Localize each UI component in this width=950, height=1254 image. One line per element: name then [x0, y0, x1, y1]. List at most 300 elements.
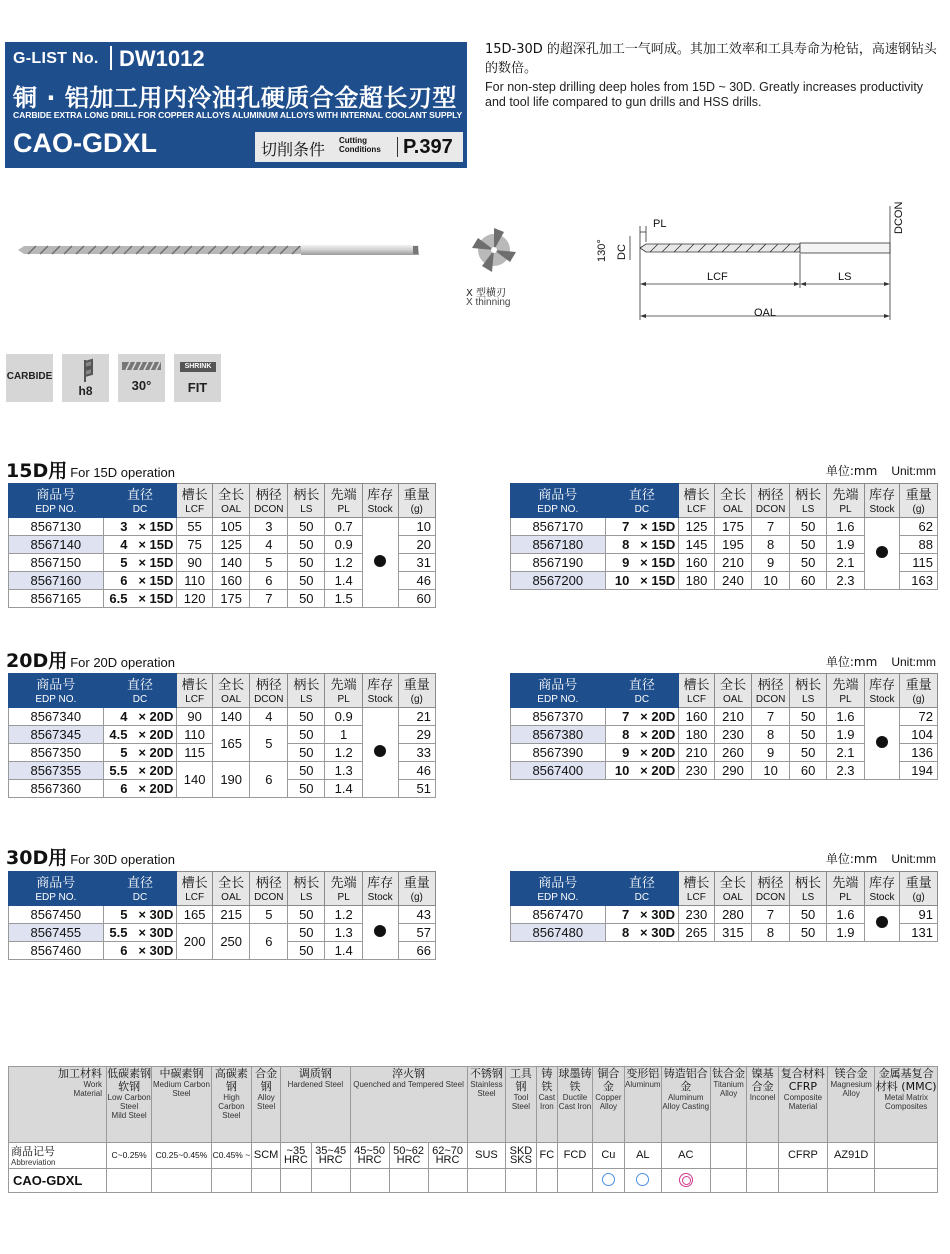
- ls-header: 柄长 LS: [790, 484, 827, 518]
- oal-cell: 240: [714, 572, 751, 590]
- ls-cell: 50: [288, 744, 325, 762]
- weight-cell: 91: [900, 906, 938, 924]
- material-header: 工具钢 Tool Steel: [506, 1067, 536, 1143]
- suitability-cell: [661, 1169, 710, 1193]
- work-material-table: [8, 1066, 938, 1193]
- edp-number: 8567340: [9, 708, 104, 726]
- pl-cell: 1.4: [325, 572, 362, 590]
- lcf-cell: 230: [679, 906, 715, 924]
- suitability-cell: [252, 1169, 281, 1193]
- lcf-cell: 145: [679, 536, 715, 554]
- material-header: 金属基复合材料 (MMC) Metal Matrix Composites: [875, 1067, 938, 1143]
- ls-cell: 50: [288, 572, 325, 590]
- ls-cell: 50: [790, 726, 827, 744]
- suitable-circle-icon: [636, 1173, 649, 1186]
- material-header: 钛合金 Titanium Alloy: [710, 1067, 746, 1143]
- lcf-cell: 90: [177, 554, 213, 572]
- material-abbreviation: C~0.25%: [107, 1143, 152, 1169]
- edp-number: 8567130: [9, 518, 104, 536]
- ls-cell: 50: [288, 518, 325, 536]
- weight-cell: 104: [900, 726, 938, 744]
- dcon-cell: 8: [752, 726, 790, 744]
- suitability-cell: [778, 1169, 827, 1193]
- suitability-cell: [827, 1169, 874, 1193]
- unit-label: 单位:mm Unit:mm: [825, 464, 936, 478]
- diameter-cell: 6.5 × 15D: [103, 590, 177, 608]
- lcf-cell: 75: [177, 536, 213, 554]
- dcon-cell: 5: [250, 554, 288, 572]
- pl-cell: 0.7: [325, 518, 362, 536]
- pl-cell: 1: [325, 726, 362, 744]
- edp-number: 8567355: [9, 762, 104, 780]
- lcf-cell: 160: [679, 554, 715, 572]
- oal-cell: 140: [212, 554, 250, 572]
- weight-cell: 46: [398, 762, 435, 780]
- dcon-cell: 6: [250, 572, 288, 590]
- weight-cell: 46: [398, 572, 435, 590]
- dcon-cell: 9: [752, 554, 790, 572]
- dc-header: 直径 DC: [605, 872, 678, 906]
- dc-header: 直径 DC: [103, 674, 177, 708]
- stock-header: 库存 Stock: [362, 872, 398, 906]
- ls-cell: 50: [790, 744, 827, 762]
- material-header: 高碳素钢 High Carbon Steel: [211, 1067, 251, 1143]
- diameter-cell: 5 × 15D: [103, 554, 177, 572]
- lcf-header: 槽长 LCF: [679, 674, 715, 708]
- dcon-cell: 8: [752, 536, 790, 554]
- ls-cell: 50: [288, 536, 325, 554]
- weight-header: 重量 (g): [398, 674, 435, 708]
- weight-cell: 51: [398, 780, 435, 798]
- material-header: 铜合金 Copper Alloy: [592, 1067, 624, 1143]
- lcf-cell: 125: [679, 518, 715, 536]
- diameter-cell: 5.5 × 20D: [103, 762, 177, 780]
- dcon-cell: 5: [250, 726, 288, 762]
- label-dcon: DCON: [893, 201, 905, 234]
- pl-cell: 2.1: [827, 744, 864, 762]
- diameter-cell: 10 × 20D: [605, 762, 679, 780]
- ls-cell: 60: [790, 572, 827, 590]
- pl-cell: 1.2: [325, 906, 362, 924]
- suitability-cell: [152, 1169, 211, 1193]
- pl-header: 先端 PL: [827, 674, 864, 708]
- section-title-20d: 20D用 For 20D operation: [6, 650, 175, 672]
- product-title-en: CARBIDE EXTRA LONG DRILL FOR COPPER ALLOYS ALUMINUM ALLOYS WITH INTERNAL COOLANT SUPPLY: [13, 110, 463, 120]
- material-abbreviation: SKD SKS: [506, 1143, 536, 1169]
- oal-cell: 175: [714, 518, 751, 536]
- ls-header: 柄长 LS: [288, 484, 325, 518]
- shrink-fit-icon: SHRINK FIT: [174, 354, 221, 402]
- material-abbreviation: SUS: [467, 1143, 506, 1169]
- weight-cell: 43: [398, 906, 435, 924]
- description-en: For non-step drilling deep holes from 15D ~ 30D. Greatly increases productivity and tool life compared to gun drills and HSS drills.: [485, 80, 924, 109]
- dcon-cell: 6: [250, 924, 288, 960]
- material-abbreviation: 62~70 HRC: [428, 1143, 467, 1169]
- weight-cell: 10: [398, 518, 435, 536]
- lcf-cell: 200: [177, 924, 213, 960]
- lcf-header: 槽长 LCF: [177, 484, 213, 518]
- suitability-cell: [625, 1169, 662, 1193]
- suitability-cell: [592, 1169, 624, 1193]
- lcf-header: 槽长 LCF: [177, 674, 213, 708]
- edp-number: 8567450: [9, 906, 104, 924]
- weight-cell: 131: [900, 924, 938, 942]
- product-model-cell: CAO-GDXL: [9, 1169, 107, 1193]
- diameter-cell: 7 × 30D: [605, 906, 678, 924]
- oal-cell: 230: [714, 726, 751, 744]
- ls-cell: 50: [288, 762, 325, 780]
- unit-label: 单位:mm Unit:mm: [825, 852, 936, 866]
- diameter-cell: 7 × 20D: [605, 708, 679, 726]
- stock-cell: [864, 518, 900, 590]
- material-header: 淬火钢 Quenched and Tempered Steel: [350, 1067, 467, 1143]
- oal-header: 全长 OAL: [714, 674, 751, 708]
- lcf-cell: 165: [177, 906, 213, 924]
- lcf-cell: 90: [177, 708, 213, 726]
- edp-number: 8567160: [9, 572, 104, 590]
- pl-cell: 1.6: [827, 708, 864, 726]
- oal-cell: 190: [212, 762, 250, 798]
- stock-header: 库存 Stock: [864, 872, 900, 906]
- glist-number: DW1012: [119, 46, 205, 71]
- lcf-header: 槽长 LCF: [177, 872, 213, 906]
- x-thinning-cn: X 型横刃: [466, 288, 507, 299]
- diameter-cell: 8 × 30D: [605, 924, 678, 942]
- ls-cell: 50: [288, 906, 325, 924]
- diameter-cell: 9 × 20D: [605, 744, 679, 762]
- material-header: 镁合金 Magnesium Alloy: [827, 1067, 874, 1143]
- edp-number: 8567380: [511, 726, 606, 744]
- weight-cell: 62: [900, 518, 938, 536]
- weight-header: 重量 (g): [900, 872, 938, 906]
- ls-cell: 50: [789, 906, 826, 924]
- dcon-cell: 3: [250, 518, 288, 536]
- diameter-cell: 5.5 × 30D: [103, 924, 177, 942]
- stock-cell: [362, 708, 398, 798]
- dc-header: 直径 DC: [605, 674, 679, 708]
- material-header: 调质钢 Hardened Steel: [281, 1067, 351, 1143]
- lcf-header: 槽长 LCF: [679, 484, 715, 518]
- stock-header: 库存 Stock: [362, 484, 398, 518]
- ls-header: 柄长 LS: [288, 674, 325, 708]
- suitable-circle-icon: [602, 1173, 615, 1186]
- dcon-header: 柄径 DCON: [752, 484, 790, 518]
- material-abbreviation: ~35 HRC: [281, 1143, 312, 1169]
- edp-number: 8567455: [9, 924, 104, 942]
- spec-table-30d-right: [510, 871, 938, 942]
- pl-cell: 1.3: [325, 762, 362, 780]
- stock-cell: [362, 518, 398, 608]
- dcon-cell: 4: [250, 708, 288, 726]
- material-abbreviation: C0.45% ~: [211, 1143, 251, 1169]
- label-ls: LS: [838, 271, 852, 283]
- oal-cell: 210: [714, 708, 751, 726]
- weight-cell: 57: [398, 924, 435, 942]
- pl-header: 先端 PL: [325, 484, 362, 518]
- suitability-cell: [506, 1169, 536, 1193]
- point-30-degree-icon: 30°: [118, 354, 165, 402]
- lcf-cell: 120: [177, 590, 213, 608]
- material-header: 中碳素钢 Medium Carbon Steel: [152, 1067, 211, 1143]
- edp-number: 8567165: [9, 590, 104, 608]
- pl-header: 先端 PL: [325, 872, 362, 906]
- dcon-cell: 10: [752, 762, 790, 780]
- material-header: 合金钢 Alloy Steel: [252, 1067, 281, 1143]
- dcon-cell: 7: [752, 906, 790, 924]
- carbide-icon: CARBIDE: [6, 354, 53, 402]
- dcon-cell: 10: [752, 572, 790, 590]
- edp-number: 8567350: [9, 744, 104, 762]
- dcon-header: 柄径 DCON: [752, 674, 790, 708]
- edp-number: 8567400: [511, 762, 606, 780]
- material-abbreviation: [710, 1143, 746, 1169]
- section-title-15d: 15D用 For 15D operation: [6, 460, 175, 482]
- diameter-cell: 6 × 15D: [103, 572, 177, 590]
- material-abbreviation: [747, 1143, 779, 1169]
- weight-header: 重量 (g): [398, 484, 435, 518]
- oal-cell: 160: [212, 572, 250, 590]
- cutting-conditions-link[interactable]: [255, 132, 463, 162]
- h8-tolerance-icon: h8: [62, 354, 109, 402]
- oal-cell: 175: [212, 590, 250, 608]
- diameter-cell: 4 × 20D: [103, 708, 177, 726]
- product-header: [5, 42, 467, 168]
- unit-label: 单位:mm Unit:mm: [825, 655, 936, 669]
- cutting-conditions-page: P.397: [403, 136, 453, 158]
- dc-header: 直径 DC: [103, 872, 177, 906]
- material-abbreviation: 45~50 HRC: [350, 1143, 389, 1169]
- edp-header: 商品号 EDP NO.: [511, 484, 606, 518]
- weight-cell: 163: [900, 572, 938, 590]
- material-header: 不锈钢 Stainless Steel: [467, 1067, 506, 1143]
- label-angle: 130°: [596, 239, 608, 262]
- suitability-cell: [211, 1169, 251, 1193]
- label-lcf: LCF: [707, 271, 728, 283]
- lcf-cell: 180: [679, 572, 715, 590]
- dcon-cell: 7: [752, 518, 790, 536]
- weight-cell: 60: [398, 590, 435, 608]
- best-double-circle-icon: [679, 1173, 693, 1187]
- dcon-header: 柄径 DCON: [752, 872, 790, 906]
- in-stock-dot-icon: [876, 916, 888, 928]
- oal-cell: 195: [714, 536, 751, 554]
- oal-header: 全长 OAL: [212, 872, 250, 906]
- stock-cell: [864, 906, 900, 942]
- dimension-drawing: [600, 196, 900, 326]
- stock-header: 库存 Stock: [362, 674, 398, 708]
- lcf-cell: 55: [177, 518, 213, 536]
- material-header: 球墨铸铁 Ductile Cast Iron: [558, 1067, 593, 1143]
- edp-number: 8567200: [511, 572, 606, 590]
- lcf-cell: 230: [679, 762, 715, 780]
- spec-table-30d-left: [8, 871, 436, 960]
- oal-cell: 125: [212, 536, 250, 554]
- lcf-cell: 110: [177, 572, 213, 590]
- edp-header: 商品号 EDP NO.: [9, 484, 104, 518]
- weight-header: 重量 (g): [900, 484, 938, 518]
- oal-header: 全长 OAL: [714, 484, 751, 518]
- ls-cell: 50: [288, 942, 325, 960]
- dcon-cell: 6: [250, 762, 288, 798]
- ls-cell: 50: [288, 590, 325, 608]
- table-row: [9, 708, 436, 726]
- pl-header: 先端 PL: [827, 484, 864, 518]
- pl-header: 先端 PL: [827, 872, 864, 906]
- ls-cell: 50: [790, 554, 827, 572]
- pl-cell: 1.6: [827, 518, 864, 536]
- spec-table-20d-left: [8, 673, 436, 798]
- pl-cell: 2.1: [827, 554, 864, 572]
- pl-cell: 0.9: [325, 536, 362, 554]
- edp-number: 8567390: [511, 744, 606, 762]
- weight-cell: 21: [398, 708, 435, 726]
- pl-cell: 1.3: [325, 924, 362, 942]
- table-row: [9, 906, 436, 924]
- dcon-cell: 4: [250, 536, 288, 554]
- pl-cell: 2.3: [827, 762, 864, 780]
- dcon-cell: 7: [752, 708, 790, 726]
- weight-cell: 31: [398, 554, 435, 572]
- ls-cell: 60: [790, 762, 827, 780]
- material-abbreviation: Cu: [592, 1143, 624, 1169]
- weight-cell: 72: [900, 708, 938, 726]
- weight-header: 重量 (g): [398, 872, 435, 906]
- spec-table-15d-left: [8, 483, 436, 608]
- lcf-cell: 180: [679, 726, 715, 744]
- in-stock-dot-icon: [374, 745, 386, 757]
- edp-number: 8567140: [9, 536, 104, 554]
- suitability-cell: [747, 1169, 779, 1193]
- ls-cell: 50: [790, 708, 827, 726]
- glist-label: G-LIST No.: [13, 50, 99, 67]
- weight-cell: 66: [398, 942, 435, 960]
- dcon-cell: 7: [250, 590, 288, 608]
- material-header: 镍基合金 Inconel: [747, 1067, 779, 1143]
- material-abbreviation: [875, 1143, 938, 1169]
- ls-cell: 50: [288, 924, 325, 942]
- in-stock-dot-icon: [374, 925, 386, 937]
- suitability-cell: [107, 1169, 152, 1193]
- ls-header: 柄长 LS: [790, 674, 827, 708]
- spec-table-20d-right: [510, 673, 938, 780]
- diameter-cell: 6 × 20D: [103, 780, 177, 798]
- lcf-cell: 110: [177, 726, 213, 744]
- material-header: 变形铝 Aluminum: [625, 1067, 662, 1143]
- edp-number: 8567480: [511, 924, 606, 942]
- weight-cell: 136: [900, 744, 938, 762]
- diameter-cell: 3 × 15D: [103, 518, 177, 536]
- drill-image: [18, 238, 423, 262]
- ls-cell: 50: [790, 518, 827, 536]
- edp-number: 8567360: [9, 780, 104, 798]
- weight-cell: 20: [398, 536, 435, 554]
- pl-cell: 0.9: [325, 708, 362, 726]
- suitability-cell: [350, 1169, 389, 1193]
- table-row: [511, 906, 938, 924]
- material-abbreviation: 50~62 HRC: [389, 1143, 428, 1169]
- oal-cell: 260: [714, 744, 751, 762]
- in-stock-dot-icon: [876, 546, 888, 558]
- pl-cell: 1.6: [827, 906, 864, 924]
- material-abbreviation: FCD: [558, 1143, 593, 1169]
- dc-header: 直径 DC: [103, 484, 177, 518]
- diameter-cell: 5 × 20D: [103, 744, 177, 762]
- table-row: [9, 518, 436, 536]
- label-dc: DC: [616, 244, 628, 260]
- dc-header: 直径 DC: [605, 484, 679, 518]
- ls-cell: 50: [790, 536, 827, 554]
- oal-header: 全长 OAL: [212, 484, 250, 518]
- feature-icons: [6, 354, 221, 402]
- suitability-cell: [536, 1169, 558, 1193]
- edp-number: 8567470: [511, 906, 606, 924]
- material-header: 铸造铝合金 Aluminum Alloy Casting: [661, 1067, 710, 1143]
- edp-number: 8567370: [511, 708, 606, 726]
- material-abbreviation: C0.25~0.45%: [152, 1143, 211, 1169]
- suitability-cell: [311, 1169, 350, 1193]
- table-row: [511, 518, 938, 536]
- ls-header: 柄长 LS: [288, 872, 325, 906]
- weight-cell: 88: [900, 536, 938, 554]
- pl-cell: 1.5: [325, 590, 362, 608]
- edp-header: 商品号 EDP NO.: [9, 872, 104, 906]
- suitability-cell: [710, 1169, 746, 1193]
- pl-header: 先端 PL: [325, 674, 362, 708]
- diameter-cell: 8 × 20D: [605, 726, 679, 744]
- weight-header: 重量 (g): [900, 674, 938, 708]
- stock-cell: [362, 906, 398, 960]
- x-thinning-icon: [468, 222, 520, 282]
- edp-number: 8567460: [9, 942, 104, 960]
- cutting-conditions-en: Cutting Conditions: [339, 136, 381, 154]
- material-abbreviation: AZ91D: [827, 1143, 874, 1169]
- oal-cell: 315: [714, 924, 752, 942]
- oal-cell: 215: [212, 906, 250, 924]
- edp-number: 8567180: [511, 536, 606, 554]
- work-material-header: 加工材料 Work Material: [9, 1067, 107, 1143]
- table-row: [511, 708, 938, 726]
- edp-header: 商品号 EDP NO.: [511, 872, 606, 906]
- lcf-cell: 160: [679, 708, 715, 726]
- edp-header: 商品号 EDP NO.: [511, 674, 606, 708]
- suitability-cell: [467, 1169, 506, 1193]
- material-header: 铸铁 Cast Iron: [536, 1067, 558, 1143]
- pl-cell: 1.4: [325, 780, 362, 798]
- in-stock-dot-icon: [374, 555, 386, 567]
- oal-cell: 140: [212, 708, 250, 726]
- dcon-header: 柄径 DCON: [250, 872, 288, 906]
- edp-header: 商品号 EDP NO.: [9, 674, 104, 708]
- ls-cell: 50: [789, 924, 826, 942]
- diameter-cell: 5 × 30D: [103, 906, 177, 924]
- lcf-cell: 265: [679, 924, 715, 942]
- edp-number: 8567345: [9, 726, 104, 744]
- weight-cell: 33: [398, 744, 435, 762]
- oal-cell: 210: [714, 554, 751, 572]
- in-stock-dot-icon: [876, 736, 888, 748]
- oal-cell: 290: [714, 762, 751, 780]
- divider: [110, 46, 112, 70]
- label-pl: PL: [653, 218, 667, 230]
- divider: [397, 137, 398, 157]
- suitability-cell: [281, 1169, 312, 1193]
- weight-cell: 194: [900, 762, 938, 780]
- abbreviation-header: 商品记号 Abbreviation: [9, 1143, 107, 1169]
- dcon-header: 柄径 DCON: [250, 484, 288, 518]
- product-title-cn: 铜 · 铝加工用内冷油孔硬质合金超长刃型: [13, 84, 457, 112]
- edp-number: 8567190: [511, 554, 606, 572]
- material-abbreviation: AL: [625, 1143, 662, 1169]
